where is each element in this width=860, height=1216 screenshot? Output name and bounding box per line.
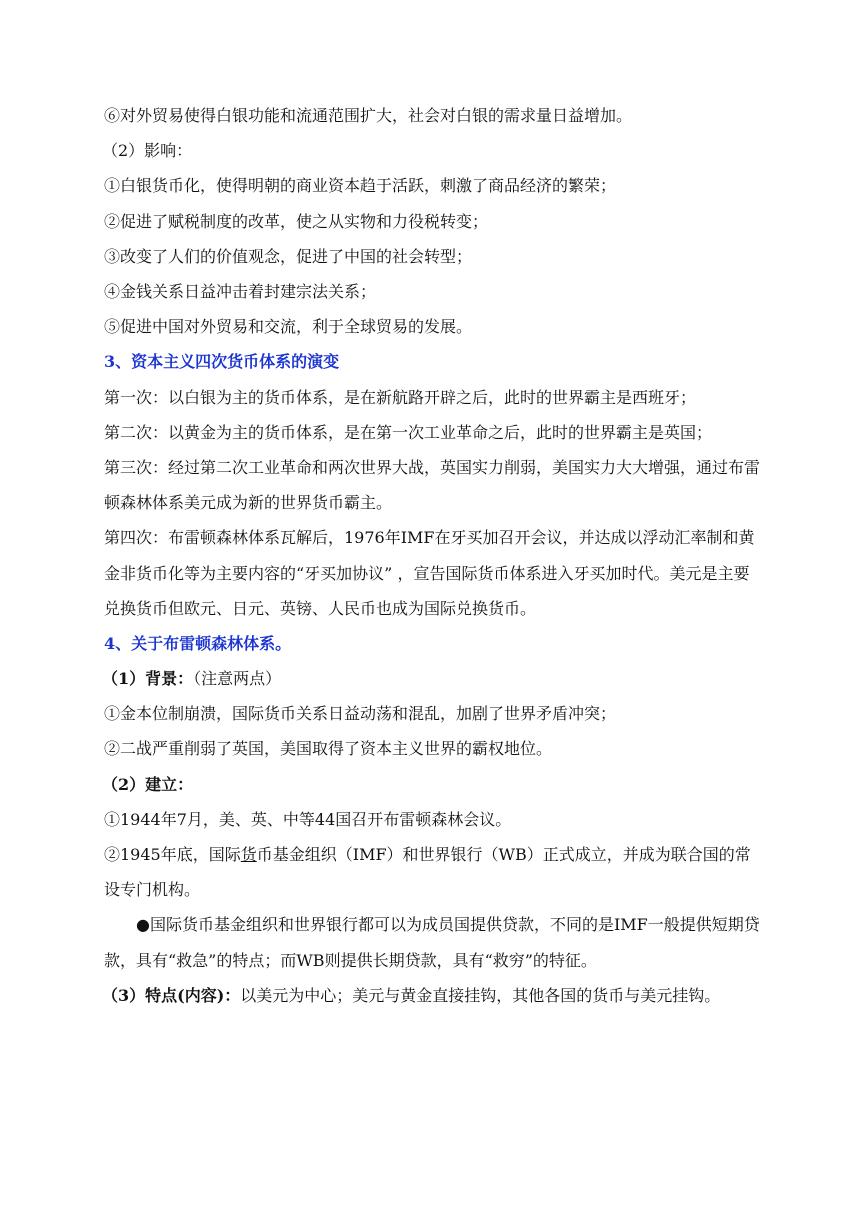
impact-item-2: ②促进了赋税制度的改革，使之从实物和力役税转变；	[104, 211, 489, 231]
subheading-impact: （2）影响：	[102, 141, 193, 161]
section-4-heading: 4、关于布雷顿森林体系。	[104, 633, 292, 653]
establishment-item-2-rest: 币基金组织（IMF）和世界银行（WB）正式成立，并成为联合国的常设专门机构。	[104, 845, 751, 900]
background-item-2: ②二战严重削弱了英国，美国取得了资本主义世界的霸权地位。	[104, 739, 553, 759]
features-text: 以美元为中心；美元与黄金直接挂钩，其他各国的货币与美元挂钩。	[240, 985, 721, 1005]
features-paragraph	[102, 978, 764, 1013]
monetary-system-second: 第二次：以黄金为主的货币体系，是在第一次工业革命之后，此时的世界霸主是英国；	[104, 422, 713, 442]
imf-wb-bullet-paragraph: ●国际货币基金组织和世界银行都可以为成员国提供贷款，不同的是IMF一般提供短期贷款，具有“救急”的特点；而WB则提供长期贷款，具有“救穷”的特征。	[104, 915, 760, 970]
impact-item-5: ⑤促进中国对外贸易和交流，利于全球贸易的发展。	[104, 317, 473, 337]
establishment-item-2	[104, 837, 764, 907]
underlined-character: 货	[240, 845, 257, 865]
section-3-heading: 3、资本主义四次货币体系的演变	[104, 352, 340, 372]
document-body	[104, 98, 764, 1013]
establishment-item-1: ①1944年7月，美、英、中等44国召开布雷顿森林会议。	[104, 809, 512, 829]
monetary-system-first: 第一次：以白银为主的货币体系，是在新航路开辟之后，此时的世界霸主是西班牙；	[104, 387, 697, 407]
establishment-heading: （2）建立：	[102, 774, 194, 794]
establishment-item-2-start: ②1945年底，国际	[104, 845, 241, 865]
monetary-system-fourth: 第四次：布雷顿森林体系瓦解后，1976年IMF在牙买加召开会议，并达成以浮动汇率制和黄金非货币化等为主要内容的“牙买加协议” ，宣告国际货币体系进入牙买加时代。美元是主要兑换货币但欧元、日元、英镑、人民币也成为国际兑换货币。	[104, 528, 755, 618]
features-label: （3）特点(内容)：	[102, 985, 241, 1005]
background-item-1: ①金本位制崩溃，国际货币关系日益动荡和混乱，加剧了世界矛盾冲突；	[104, 704, 617, 724]
background-heading	[102, 661, 764, 696]
background-label: （1）背景：	[102, 669, 194, 689]
impact-item-3: ③改变了人们的价值观念，促进了中国的社会转型；	[104, 246, 473, 266]
impact-item-4: ④金钱关系日益冲击着封建宗法关系；	[104, 281, 377, 301]
impact-item-1: ①白银货币化，使得明朝的商业资本趋于活跃，刺激了商品经济的繁荣；	[104, 176, 617, 196]
background-note: （注意两点）	[193, 669, 282, 689]
monetary-system-third: 第三次：经过第二次工业革命和两次世界大战，英国实力削弱，美国实力大大增强，通过布雷顿森林体系美元成为新的世界货币霸主。	[104, 457, 761, 513]
text-line-6-trade: ⑥对外贸易使得白银功能和流通范围扩大，社会对白银的需求量日益增加。	[104, 106, 633, 125]
